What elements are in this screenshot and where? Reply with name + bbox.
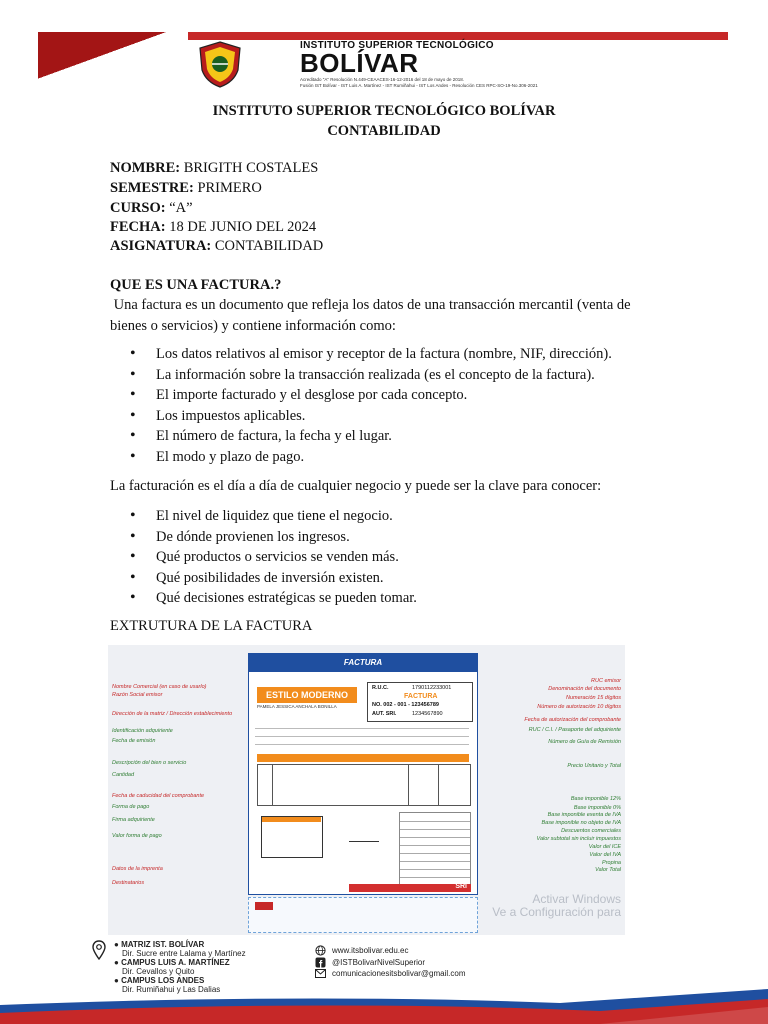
- payment-table: [261, 816, 323, 858]
- document-title: INSTITUTO SUPERIOR TECNOLÓGICO BOLÍVAR: [212, 103, 556, 119]
- sri-banner-text: SRI: [455, 883, 467, 890]
- footer-website-link[interactable]: www.itsbolivar.edu.ec: [332, 946, 409, 955]
- footer-facebook-link[interactable]: @ISTBolivarNivelSuperior: [332, 958, 426, 967]
- field-label: FECHA:: [110, 219, 166, 235]
- annotation-left: Valor forma de pago: [112, 833, 162, 839]
- invoice-number: NO. 002 - 001 - 123456789: [372, 702, 439, 708]
- email-icon: [315, 969, 326, 978]
- footer-email-link[interactable]: comunicacionesitsbolivar@gmail.com: [332, 969, 466, 978]
- list-item: • Qué posibilidades de inversión existen.: [130, 568, 417, 589]
- field-asignatura: [110, 238, 323, 255]
- list-item: • El importe facturado y el desglose por cada concepto.: [130, 385, 612, 406]
- ruc-label: R.U.C.: [372, 685, 389, 691]
- field-nombre: [110, 160, 318, 177]
- annotation-right: Valor Total: [595, 867, 621, 873]
- knowledge-list: [130, 506, 417, 609]
- bottom-box-tag: [255, 902, 273, 910]
- location-pin-icon: [92, 940, 106, 960]
- ruc-value: 1790112233001: [412, 685, 452, 691]
- letterhead-institute-label: INSTITUTO SUPERIOR TECNOLÓGICO: [300, 40, 494, 51]
- invoice-ruc-box: [367, 682, 473, 722]
- annotation-right: Fecha de autorización del comprobante: [524, 717, 621, 723]
- annotation-right: RUC / C.I. / Pasaporte del adquiriente: [528, 727, 621, 733]
- annotation-left: Dirección de la matriz / Dirección establecimiento: [112, 711, 233, 717]
- field-value: PRIMERO: [197, 180, 262, 196]
- field-semestre: [110, 180, 262, 197]
- annotation-right: Base imponible no objeto de IVA: [541, 820, 621, 826]
- watermark-line: Activar Windows: [532, 892, 621, 906]
- list-item: • El nivel de liquidez que tiene el negocio.: [130, 506, 417, 527]
- document-subtitle: CONTABILIDAD: [327, 123, 441, 139]
- invoice-brand: ESTILO MODERNO: [257, 687, 357, 703]
- annotation-right: Base imponible 0%: [573, 805, 621, 811]
- list-item: • Qué decisiones estratégicas se pueden tomar.: [130, 588, 417, 609]
- auth-value: 1234567890: [412, 711, 443, 717]
- annotation-left: Nombre Comercial (en caso de usarlo): [112, 684, 207, 690]
- invoice-items-table: [257, 764, 471, 806]
- invoice-sample: [248, 653, 478, 895]
- intro-paragraph: Una factura es un documento que refleja los datos de una transacción mercantil (venta de bienes o servicios) y contiene información como:: [110, 297, 635, 334]
- facebook-icon: [315, 957, 326, 968]
- annotation-right: Precio Unitario y Total: [567, 763, 621, 769]
- campus-address: Dir. Sucre entre Lalama y Martínez: [122, 949, 246, 958]
- signature-line: [349, 829, 379, 842]
- field-curso: [110, 200, 193, 217]
- institute-shield-logo: [198, 40, 242, 88]
- annotation-left: Fecha de emisión: [112, 738, 156, 744]
- field-label: NOMBRE:: [110, 160, 181, 176]
- auth-label: AUT. SRI.: [372, 711, 397, 717]
- field-value: “A”: [169, 200, 193, 216]
- annotation-left: Cantidad: [112, 772, 135, 778]
- annotation-left: Destinatarios: [112, 880, 145, 886]
- field-label: SEMESTRE:: [110, 180, 194, 196]
- instagram-icon[interactable]: [659, 969, 670, 980]
- campus-address: Dir. Rumiñahui y Las Dalias: [122, 985, 221, 994]
- annotation-right: Número de autorización 10 dígitos: [537, 704, 621, 710]
- annotation-right: Base imponible 12%: [570, 796, 621, 802]
- annotation-left: Razón Social emisor: [112, 692, 163, 698]
- annotation-right: Valor del IVA: [589, 852, 621, 858]
- annotation-left: Firma adquiriente: [112, 817, 155, 823]
- campus-address: Dir. Cevallos y Quito: [122, 967, 195, 976]
- field-value: BRIGITH COSTALES: [183, 160, 319, 176]
- annotation-left: Datos de la imprenta: [112, 866, 163, 872]
- field-label: CURSO:: [110, 200, 166, 216]
- list-item: • El número de factura, la fecha y el lugar.: [130, 426, 612, 447]
- structure-heading: EXTRUTURA DE LA FACTURA: [110, 618, 313, 634]
- annotation-right: Número de Guía de Remisión: [548, 739, 621, 745]
- field-label: ASIGNATURA:: [110, 238, 212, 254]
- watermark-line: Ve a Configuración para: [492, 905, 621, 919]
- annotation-left: Identificación adquiriente: [112, 728, 173, 734]
- list-item: • Qué productos o servicios se venden más.: [130, 547, 417, 568]
- annotation-right: Base imponible exenta de IVA: [547, 812, 621, 818]
- campus-title: CAMPUS LUIS A. MARTÍNEZ: [121, 958, 230, 967]
- list-item: • El modo y plazo de pago.: [130, 447, 612, 468]
- campus-title: CAMPUS LOS ANDES: [121, 976, 205, 985]
- field-fecha: [110, 219, 316, 236]
- annotation-right: Descuentos comerciales: [561, 828, 621, 834]
- letterhead-accreditation: Acreditado "A" Resolución N.449-CEAACES-16-12-2016 del 18 de mayo de 2018.: [300, 77, 465, 82]
- letterhead-institute-name: BOLÍVAR: [300, 48, 419, 78]
- field-value: 18 DE JUNIO DEL 2024: [169, 219, 317, 235]
- annotation-left: Forma de pago: [112, 804, 150, 810]
- sri-banner: [349, 884, 471, 892]
- annotation-right: Propina: [602, 860, 621, 866]
- list-item: • De dónde provienen los ingresos.: [130, 527, 417, 548]
- globe-icon: [315, 945, 326, 956]
- campus-title: MATRIZ IST. BOLÍVAR: [121, 940, 205, 949]
- list-item: • La información sobre la transacción realizada (es el concepto de la factura).: [130, 365, 612, 386]
- invoice-brand-owner: PAMELA JESSICA ANCHALA BONILLA: [257, 704, 337, 709]
- footer-campus-martinez: ● CAMPUS LUIS A. MARTÍNEZ Dir. Cevallos y Quito: [114, 958, 230, 976]
- twitter-icon[interactable]: [640, 970, 652, 980]
- annotation-left: Descripción del bien o servicio: [112, 760, 187, 766]
- list-item: • Los datos relativos al emisor y receptor de la factura (nombre, NIF, dirección).: [130, 344, 612, 365]
- invoice-header: FACTURA: [249, 654, 477, 672]
- invoice-items-header: [257, 754, 469, 762]
- annotation-right: Valor subtotal sin incluir impuestos: [536, 836, 621, 842]
- annotation-right: Valor del ICE: [588, 844, 621, 850]
- question-heading: QUE ES UNA FACTURA.?: [110, 277, 282, 293]
- annotation-right: Denominación del documento: [548, 686, 621, 692]
- annotation-left: Fecha de caducidad del comprobante: [112, 793, 205, 799]
- footer-campus-andes: ● CAMPUS LOS ANDES Dir. Rumiñahui y Las Dalias: [114, 976, 221, 994]
- footer-campus-matriz: ● MATRIZ IST. BOLÍVAR Dir. Sucre entre Lalama y Martínez: [114, 940, 246, 958]
- info-list: [130, 344, 612, 468]
- invoice-bottom-box: [248, 897, 478, 933]
- list-item: • Los impuestos aplicables.: [130, 406, 612, 427]
- annotation-right: RUC emisor: [591, 678, 621, 684]
- windows-activation-watermark: [492, 893, 621, 919]
- annotation-right: Numeración 15 dígitos: [565, 695, 621, 701]
- invoice-totals-table: [399, 812, 471, 886]
- invoice-doc-type: FACTURA: [404, 693, 438, 700]
- letterhead-fusion: Fusión IST Bolívar - IST Luis A. Martínez - IST Rumiñahui - IST Los Andes - Resolución CES RPC-SO-19-No.306-2021: [300, 83, 538, 88]
- field-value: CONTABILIDAD: [214, 238, 324, 254]
- invoice-structure-figure: [108, 645, 625, 935]
- second-paragraph: La facturación es el día a día de cualquier negocio y puede ser la clave para conocer:: [110, 478, 602, 494]
